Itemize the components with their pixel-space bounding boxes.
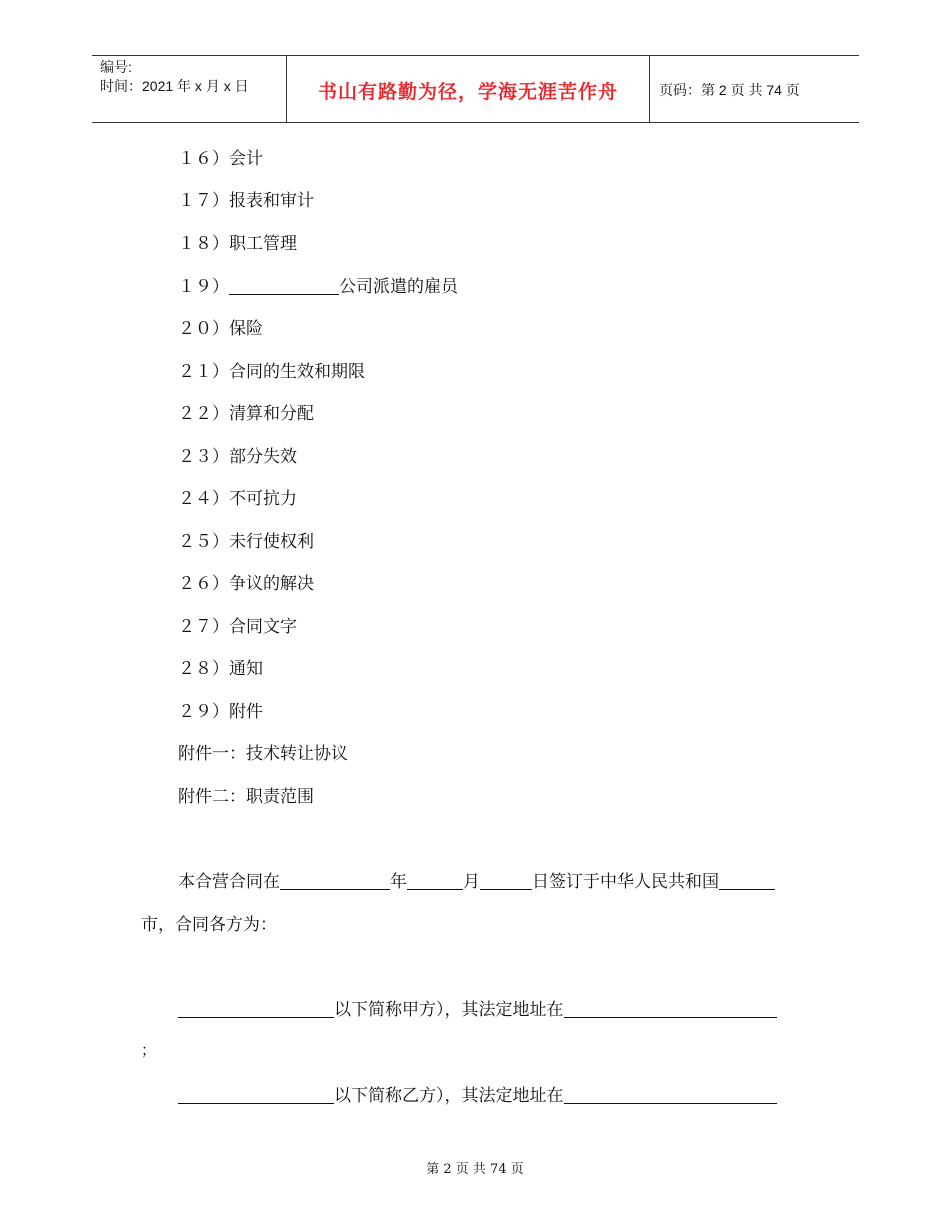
page-footer: 第 2 页 共 74 页 [426, 1162, 524, 1177]
toc-item: １７）报表和审计 [178, 191, 314, 211]
contract-text: 以下简称甲方），其法定地址在 [334, 1000, 564, 1020]
blank-line [178, 1085, 334, 1104]
toc-item: 附件二：职责范围 [178, 787, 314, 807]
contract-intro-cont: 市，合同各方为： [141, 915, 277, 935]
toc-item: ２３）部分失效 [178, 447, 297, 467]
toc-item-text: 公司派遣的雇员 [339, 277, 458, 297]
blank-line [564, 999, 777, 1018]
blank-line [480, 871, 532, 890]
blank-line [564, 1085, 777, 1104]
header-time: 时间：2021 年 x 月 x 日 [100, 78, 249, 94]
blank-line [178, 999, 334, 1018]
contract-text: 月 [463, 872, 480, 892]
toc-item: ２７）合同文字 [178, 617, 297, 637]
header-divider [286, 56, 287, 122]
toc-item: ２８）通知 [178, 659, 263, 679]
header-motto: 书山有路勤为径，学海无涯苦作舟 [317, 82, 618, 103]
toc-item: ２９）附件 [178, 702, 263, 722]
blank-line [280, 871, 390, 890]
blank-line [407, 871, 463, 890]
blank-line [229, 276, 339, 295]
toc-item: ２０）保险 [178, 319, 263, 339]
toc-item: ２１）合同的生效和期限 [178, 362, 365, 382]
toc-item: ２６）争议的解决 [178, 574, 314, 594]
contract-intro [178, 867, 775, 892]
semicolon: ； [141, 1041, 157, 1059]
toc-item [178, 272, 458, 297]
party-a-line [178, 995, 777, 1020]
contract-text: 日签订于中华人民共和国 [532, 872, 719, 892]
header-number-label: 编号: [100, 59, 132, 75]
blank-line [719, 871, 775, 890]
header-divider [649, 56, 650, 122]
toc-item: ２５）未行使权利 [178, 532, 314, 552]
toc-item: ２２）清算和分配 [178, 404, 314, 424]
toc-item: ２４）不可抗力 [178, 489, 297, 509]
contract-text: 以下简称乙方），其法定地址在 [334, 1086, 564, 1106]
document-header [92, 55, 859, 123]
toc-item: １８）职工管理 [178, 234, 297, 254]
header-meta [100, 58, 249, 96]
toc-item-number: １９） [178, 277, 229, 297]
toc-item: 附件一：技术转让协议 [178, 744, 348, 764]
party-b-line [178, 1081, 777, 1106]
toc-item: １６）会计 [178, 149, 263, 169]
contract-text: 年 [390, 872, 407, 892]
contract-text: 本合营合同在 [178, 872, 280, 892]
header-page-info: 页码：第 2 页 共 74 页 [659, 82, 800, 98]
